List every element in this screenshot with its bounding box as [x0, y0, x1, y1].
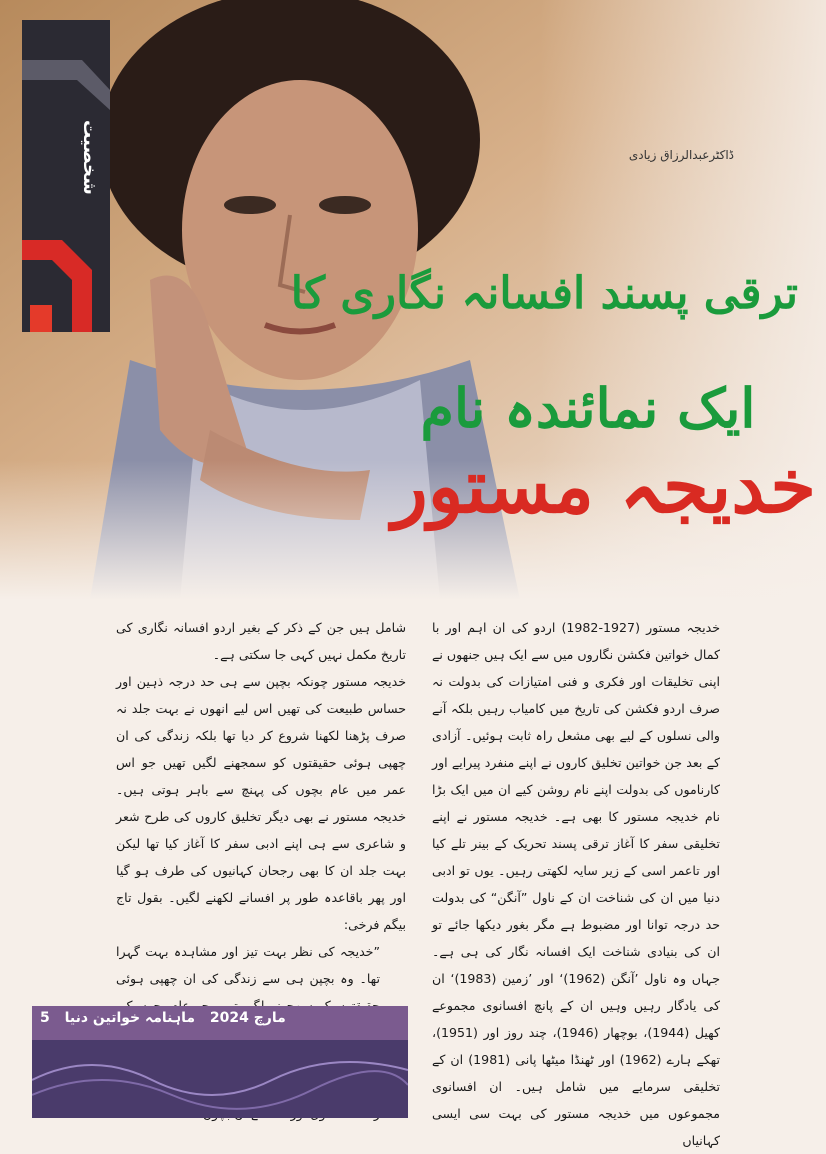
- magazine-name: ماہنامہ خواتین دنیا: [64, 1010, 195, 1026]
- article-column-right: [432, 614, 720, 1154]
- paragraph: خدیجہ مستور (1927-1982) اردو کی ان اہم اور با کمال خواتین فکشن نگاروں میں سے ایک ہیں جنھوں نے اپنی تخلیقات اور فکری و فنی امتیازات کی بدولت نہ صرف اردو فکشن کی تاریخ میں کامیاب رہیں بلکہ آنے والی نسلوں کے لیے بھی مشعل راہ ثابت ہوئیں۔ آزادی کے بعد جن خواتین تخلیق کاروں نے اپنے منفرد پیرایے اور کارناموں کی بدولت اپنے نام روشن کیے ان میں ایک بڑا نام خدیجہ مستور کا بھی ہے۔ خدیجہ مستور نے اپنے تخلیقی سفر کا آغاز ترقی پسند تحریک کے بینر تلے کیا اور تاعمر اسی کے زیر سایہ لکھتی رہیں۔ یوں تو ادبی دنیا میں ان کی شناخت ان کے ناول ”آنگن“ کی بدولت حد درجہ توانا اور مضبوط ہے مگر بغور دیکھا جائے تو ان کی بنیادی شناخت ایک افسانہ نگار کی ہی ہے۔ جہاں وہ ناول ’آنگن (1962)‘ اور ’زمین (1983)‘ ان کی یادگار رہیں وہیں ان کے پانچ افسانوی مجموعے کھیل (1944)، بوچھار (1946)، چند روز اور (1951)، تھکے ہارے (1962) اور ٹھنڈا میٹھا پانی (1981) ان کے تخلیقی سرمایے میں شامل ہیں۔ ان افسانوی مجموعوں میں خدیجہ مستور کی بہت سی ایسی کہانیاں: [432, 620, 720, 1148]
- headline-name: خدیجہ مستور: [391, 444, 816, 530]
- footer-wave-graphic: [32, 1040, 408, 1118]
- footer-decoration: [32, 1040, 408, 1118]
- footer-info: [40, 1010, 390, 1026]
- headline-line-1: ترقی پسند افسانہ نگاری کا: [290, 268, 798, 319]
- paragraph: شامل ہیں جن کے ذکر کے بغیر اردو افسانہ نگاری کی تاریخ مکمل نہیں کہی جا سکتی ہے۔: [116, 620, 406, 662]
- issue-date: مارچ 2024: [209, 1010, 286, 1026]
- page-number: 5: [40, 1010, 50, 1026]
- author-byline: ڈاکٹرعبدالرزاق زیادی: [628, 148, 734, 162]
- paragraph: خدیجہ مستور چونکہ بچپن سے ہی حد درجہ ذہین اور حساس طبیعت کی تھیں اس لیے انھوں نے بہت جلد نہ صرف پڑھنا لکھنا شروع کر دیا تھا بلکہ زندگی کی ان چھپی ہوئی حقیقتوں کو سمجھنے لگیں تھیں جو اس عمر میں عام بچوں کی پہنچ سے باہر ہوتی ہیں۔ خدیجہ مستور نے بھی دیگر تخلیق کاروں کی طرح شعر و شاعری سے ہی اپنے ادبی سفر کا آغاز کیا تھا لیکن بہت جلد ان کا بھی رجحان کہانیوں کی طرف ہو گیا اور پھر باقاعدہ طور پر افسانے لکھنے لگیں۔ بقول تاج بیگم فرخی:: [116, 674, 406, 932]
- quote-block: ”خدیجہ کی نظر بہت تیز اور مشاہدہ بہت گہرا تھا۔ وہ بچپن ہی سے زندگی کی ان چھپی ہوئی: [116, 944, 380, 986]
- headline-line-2: ایک نمائندہ نام: [420, 376, 756, 440]
- section-label: شخصیت: [79, 120, 100, 195]
